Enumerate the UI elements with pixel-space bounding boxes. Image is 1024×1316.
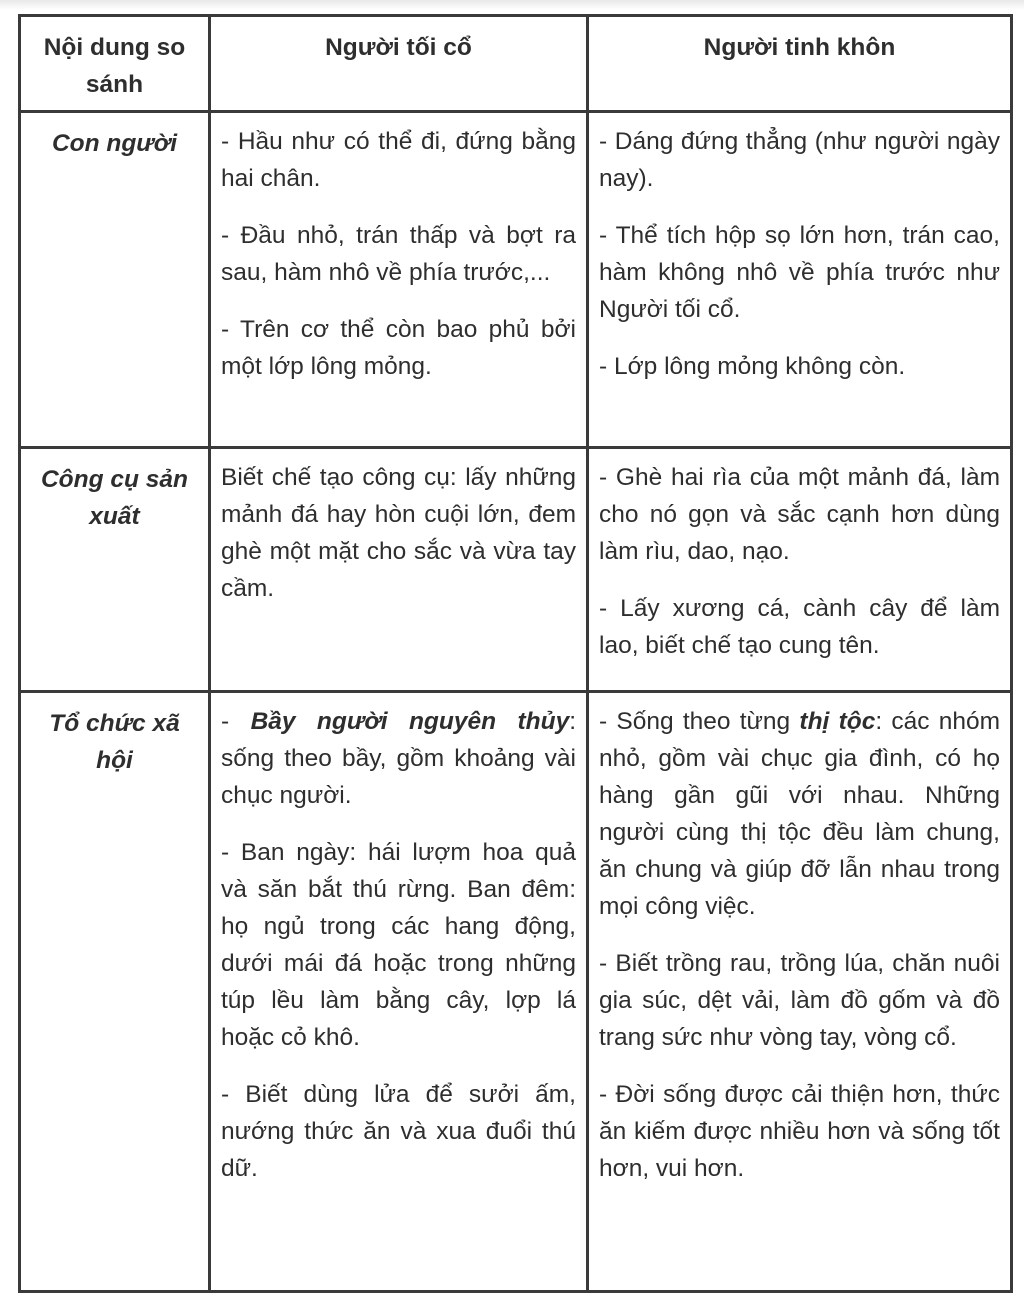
cell-paragraph: - Biết dùng lửa để sưởi ấm, nướng thức ăn và xua đuổi thú dữ. xyxy=(221,1081,576,1182)
cell-society-modern xyxy=(588,692,1012,1292)
cell-paragraph: - Hầu như có thể đi, đứng bằng hai chân. xyxy=(221,128,576,192)
header-early-human: Người tối cổ xyxy=(210,16,588,112)
cell-paragraph: Biết chế tạo công cụ: lấy những mảnh đá hay hòn cuội lớn, đem ghè một mặt cho sắc và vừa tay cầm. xyxy=(221,464,576,602)
table-row-human xyxy=(20,112,1012,448)
cell-paragraph xyxy=(221,703,576,814)
row-label-society: Tổ chức xã hội xyxy=(20,692,210,1292)
cell-paragraph xyxy=(599,703,1000,925)
row-label-human: Con người xyxy=(20,112,210,448)
emphasis-term: Bầy người nguyên thủy xyxy=(250,708,570,735)
cell-tools-modern xyxy=(588,448,1012,692)
row-label-tools: Công cụ sản xuất xyxy=(20,448,210,692)
cell-paragraph: - Đời sống được cải thiện hơn, thức ăn kiếm được nhiều hơn và sống tốt hơn, vui hơn. xyxy=(599,1081,1000,1182)
cell-paragraph: - Lấy xương cá, cành cây để làm lao, biết chế tạo cung tên. xyxy=(599,595,1000,659)
table-row-tools xyxy=(20,448,1012,692)
emphasis-term: thị tộc xyxy=(799,708,876,735)
cell-paragraph: - Đầu nhỏ, trán thấp và bợt ra sau, hàm nhô về phía trước,... xyxy=(221,222,576,286)
cell-society-early xyxy=(210,692,588,1292)
cell-human-early xyxy=(210,112,588,448)
table-row-society xyxy=(20,692,1012,1292)
comparison-table xyxy=(18,14,1013,1293)
cell-paragraph: - Ghè hai rìa của một mảnh đá, làm cho nó gọn và sắc cạnh hơn dùng làm rìu, dao, nạo. xyxy=(599,464,1000,565)
text-prefix: - Sống theo từng xyxy=(599,708,800,735)
cell-paragraph: - Biết trồng rau, trồng lúa, chăn nuôi gia súc, dệt vải, làm đồ gốm và đồ trang sức như vòng tay, vòng cổ. xyxy=(599,950,1000,1051)
cell-paragraph: - Lớp lông mỏng không còn. xyxy=(599,353,906,380)
cell-human-modern xyxy=(588,112,1012,448)
header-modern-human: Người tinh khôn xyxy=(588,16,1012,112)
text-rest: : sống theo bầy, gồm khoảng vài chục người. xyxy=(221,708,577,809)
cell-paragraph: - Trên cơ thể còn bao phủ bởi một lớp lông mỏng. xyxy=(221,316,576,380)
header-row xyxy=(20,16,1012,112)
cell-paragraph: - Dáng đứng thẳng (như người ngày nay). xyxy=(599,128,1000,192)
top-shadow xyxy=(0,0,1024,10)
text-rest: : các nhóm nhỏ, gồm vài chục gia đình, có họ hàng gần gũi với nhau. Những người cùng thị tộc đều làm chung, ăn chung và giúp đỡ lẫn nhau trong mọi công việc. xyxy=(599,708,1000,920)
text-prefix: - xyxy=(221,708,251,735)
cell-paragraph: - Ban ngày: hái lượm hoa quả và săn bắt thú rừng. Ban đêm: họ ngủ trong các hang động, dưới mái đá hoặc trong những túp lều làm bằng cây, lợp lá hoặc cỏ khô. xyxy=(221,839,576,1051)
cell-tools-early xyxy=(210,448,588,692)
header-criteria: Nội dung so sánh xyxy=(20,16,210,112)
cell-paragraph: - Thể tích hộp sọ lớn hơn, trán cao, hàm không nhô về phía trước như Người tối cổ. xyxy=(599,222,1000,323)
